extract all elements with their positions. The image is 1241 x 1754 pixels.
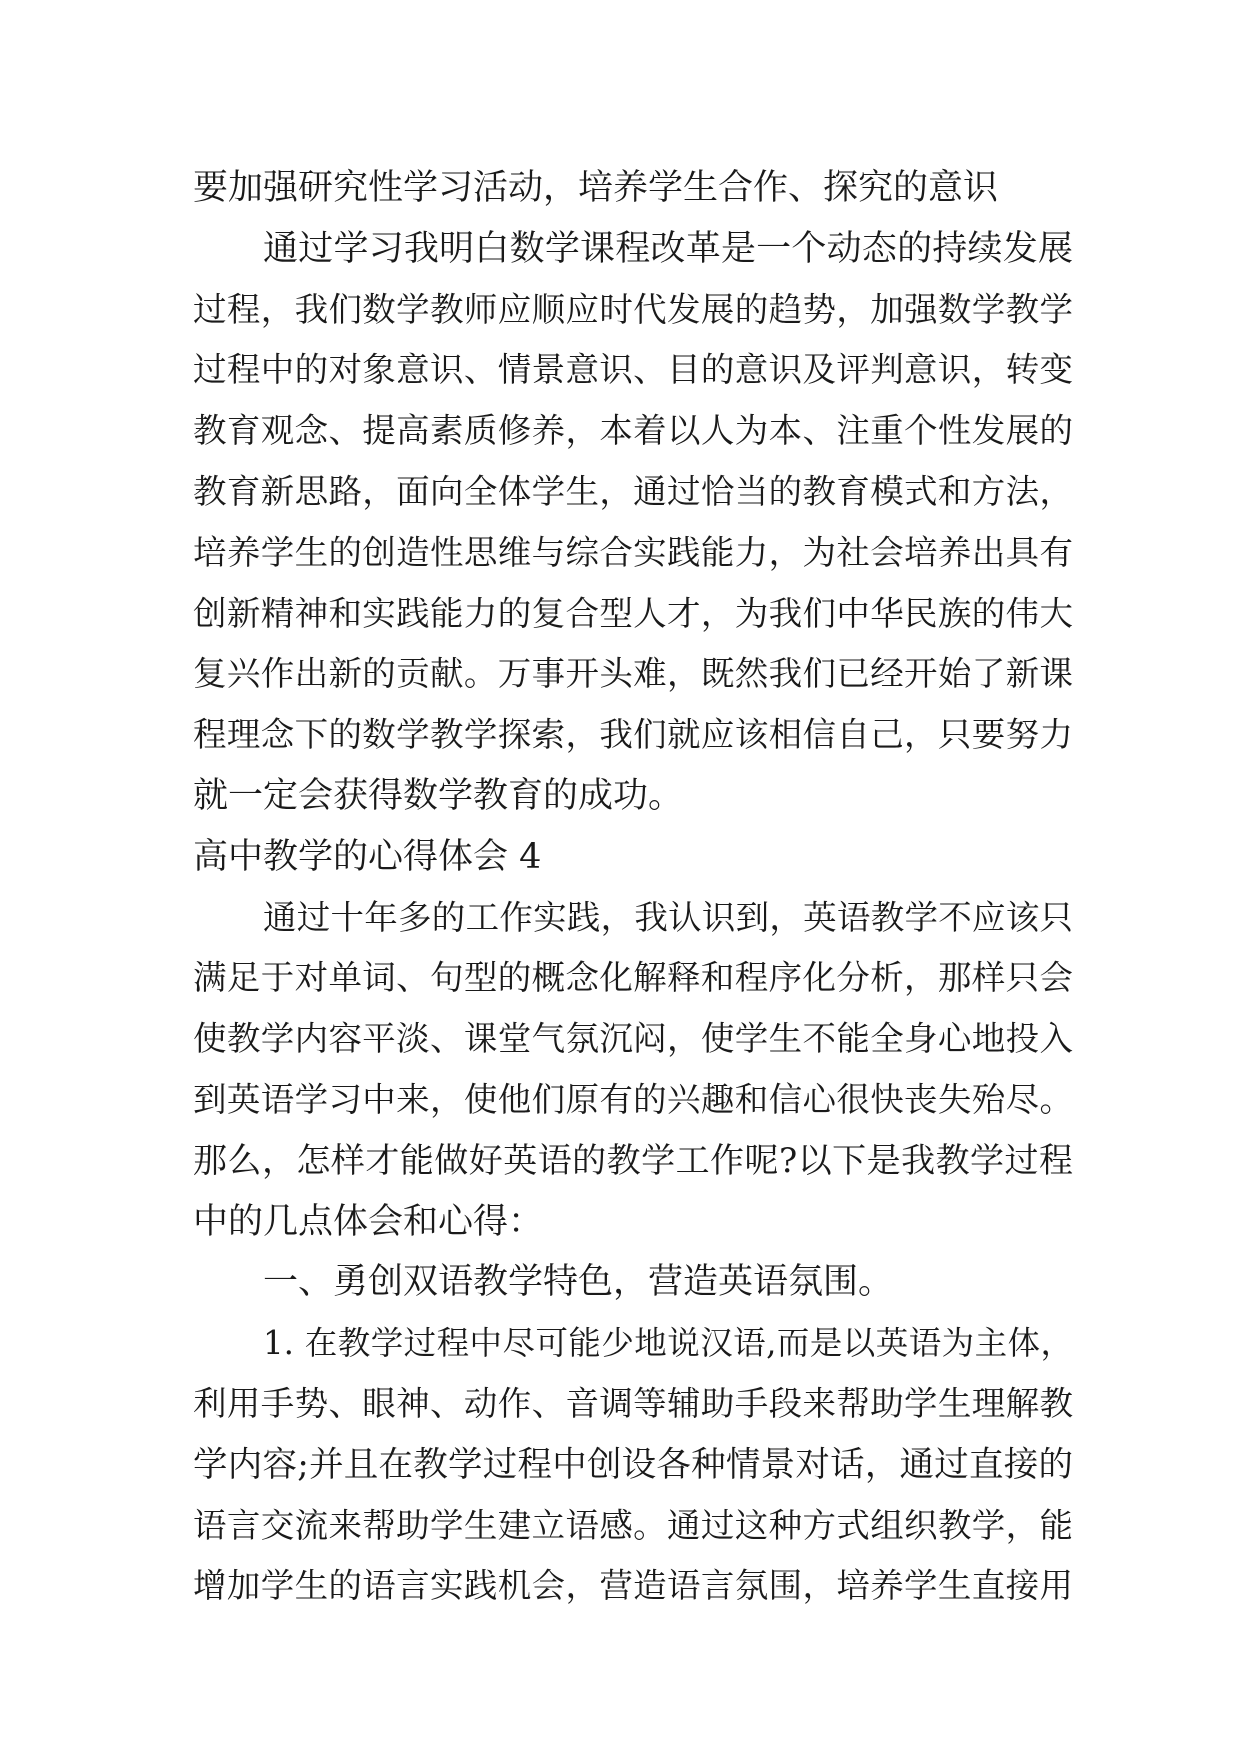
text-line: 那么，怎样才能做好英语的教学工作呢?以下是我教学过程 <box>193 1140 1073 1181</box>
text-line: 满足于对单词、句型的概念化解释和程序化分析，那样只会 <box>193 958 1073 998</box>
text-line: 创新精神和实践能力的复合型人才，为我们中华民族的伟大 <box>193 593 1073 633</box>
text-line: 培养学生的创造性思维与综合实践能力，为社会培养出具有 <box>193 532 1073 572</box>
section-heading: 高中教学的心得体会 4 <box>193 836 542 877</box>
text-line: 通过学习我明白数学课程改革是一个动态的持续发展 <box>263 228 1073 269</box>
text-line: 教育新思路，面向全体学生，通过恰当的教育模式和方法， <box>193 471 1073 511</box>
text-line: 过程，我们数学教师应顺应时代发展的趋势，加强数学教学 <box>193 289 1073 329</box>
text-line: 利用手势、眼神、动作、音调等辅助手段来帮助学生理解教 <box>193 1383 1073 1423</box>
text-line: 中的几点体会和心得： <box>193 1201 544 1242</box>
text-line: 复兴作出新的贡献。万事开头难，既然我们已经开始了新课 <box>193 654 1073 694</box>
text-line: 学内容;并且在教学过程中创设各种情景对话，通过直接的 <box>193 1444 1073 1485</box>
text-line: 通过十年多的工作实践，我认识到，英语教学不应该只 <box>263 897 1073 937</box>
text-line: 使教学内容平淡、课堂气氛沉闷，使学生不能全身心地投入 <box>193 1019 1073 1059</box>
text-line: 增加学生的语言实践机会，营造语言氛围，培养学生直接用 <box>193 1566 1073 1606</box>
subsection-heading: 一、勇创双语教学特色，营造英语氛围。 <box>263 1262 894 1303</box>
body-text <box>193 158 1073 1617</box>
text-line: 过程中的对象意识、情景意识、目的意识及评判意识，转变 <box>193 350 1073 390</box>
text-line: 就一定会获得数学教育的成功。 <box>193 775 684 816</box>
text-line: 到英语学习中来，使他们原有的兴趣和信心很快丧失殆尽。 <box>193 1079 1073 1119</box>
text-line: 教育观念、提高素质修养，本着以人为本、注重个性发展的 <box>193 411 1073 451</box>
text-line: 程理念下的数学教学探索，我们就应该相信自己，只要努力 <box>193 715 1073 755</box>
text-line: 要加强研究性学习活动，培养学生合作、探究的意识 <box>193 168 999 208</box>
text-line: 1. 在教学过程中尽可能少地说汉语,而是以英语为主体， <box>263 1324 1073 1363</box>
text-line: 语言交流来帮助学生建立语感。通过这种方式组织教学，能 <box>193 1505 1073 1545</box>
